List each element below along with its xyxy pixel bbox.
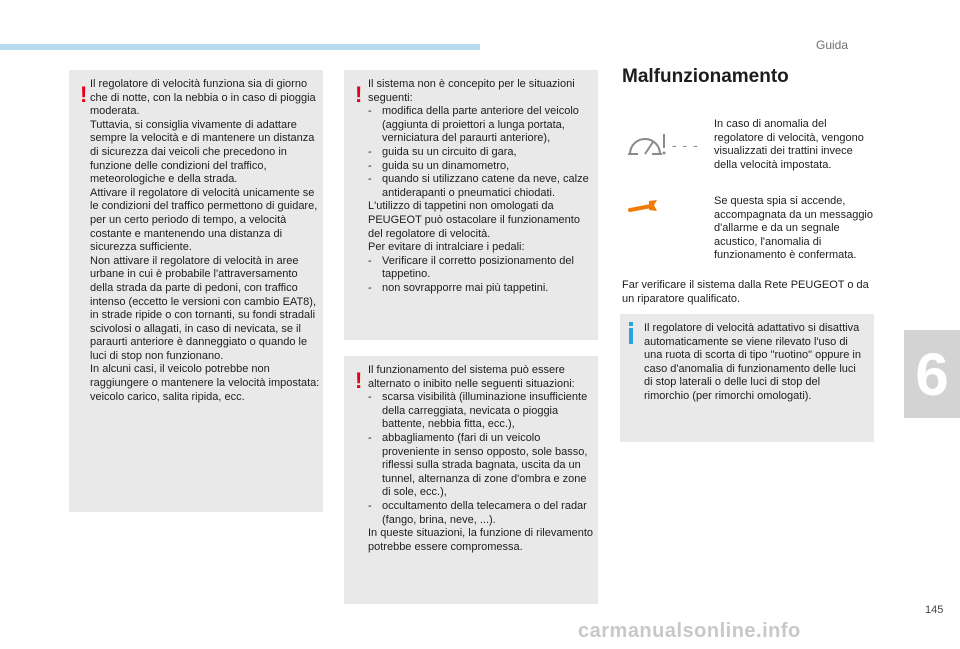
- warning-exclamation-icon: !: [355, 368, 363, 393]
- page-number: 145: [925, 604, 944, 616]
- list-item: - Verificare il corretto posizionamento del tappetino.: [368, 255, 596, 282]
- middle-warning-box-1: [344, 70, 598, 340]
- warning-exclamation-icon: !: [355, 82, 363, 107]
- situation-list: [368, 105, 596, 200]
- left-warning-text: Il regolatore di velocità funziona sia di giorno che di notte, con la nebbia o in caso di pioggia moderata. Tuttavia, si consiglia vivamente di adattare sempre la velocità e di mantenere un distanza di sicurezza dai veicoli che precedono in funzione delle condizioni del traffico, meteorologiche e della strada. Attivare il regolatore di velocità unicamente se le condizioni del traffico permettono di guidare, per un certo periodo di tempo, a velocità costante e mantenendo una distanza di sicurezza sufficiente. Non attivare il regolatore di velocità in aree urbane in cui è probabile l'attraversamento della strada da parte di pedoni, con traffico intenso (eccetto le versioni con cambio EAT8), in strade ripide o con tornanti, su fondi stradali scivolosi o allagati, in caso di nevicata, se il paraurti anteriore è danneggiato o quando le luci di stop non funzionano. In alcuni casi, il veicolo potrebbe non raggiungere o mantenere la velocità impostata: veicolo carico, salita ripida, ecc.: [90, 78, 320, 403]
- list-item: - occultamento della telecamera o del radar (fango, brina, neve, ...).: [368, 500, 598, 527]
- middle-warning-box-2: [344, 356, 598, 604]
- list-item: - guida su un circuito di gara,: [368, 146, 596, 160]
- warning-exclamation-icon: !: [80, 82, 88, 107]
- malfunction-text-2: Se questa spia si accende, accompagnata da un messaggio d'allarme e da un segnale acustico, l'anomalia di funzionamento è confermata.: [714, 195, 873, 262]
- list-item: - modifica della parte anteriore del veicolo (aggiunta di proiettori a lunga portata, verniciatura del paraurti anteriore),: [368, 105, 596, 146]
- warning-intro: Il sistema non è concepito per le situazioni seguenti:: [368, 78, 575, 104]
- info-icon: [629, 322, 633, 344]
- list-item: - scarsa visibilità (illuminazione insufficiente della carreggiata, nevicata o pioggia battente, nebbia fitta, ecc.),: [368, 391, 598, 432]
- floor-mat-list: [368, 255, 596, 296]
- list-item: - guida su un dinamometro,: [368, 160, 596, 174]
- list-item: - non sovrapporre mai più tappetini.: [368, 282, 596, 296]
- floor-mat-text: L'utilizzo di tappetini non omologati da PEUGEOT può ostacolare il funzionamento del regolatore di velocità. Per evitare di intralciare i pedali:: [368, 200, 580, 254]
- speedometer-warning-icon: [626, 128, 706, 162]
- top-accent-bar: [0, 44, 480, 50]
- chapter-number: 6: [915, 341, 949, 408]
- warning-outro: In queste situazioni, la funzione di rilevamento potrebbe essere compromessa.: [368, 527, 594, 553]
- conditions-list: [368, 391, 598, 527]
- section-title: Guida: [816, 38, 849, 52]
- malfunction-heading: Malfunzionamento: [622, 66, 789, 87]
- warning-intro: Il funzionamento del sistema può essere alternato o inibito nelle seguenti situazioni:: [368, 364, 575, 390]
- malfunction-text-3: Far verificare il sistema dalla Rete PEUGEOT o da un riparatore qualificato.: [622, 279, 869, 305]
- list-item: - quando si utilizzano catene da neve, calze antiderapanti o pneumatici chiodati.: [368, 173, 596, 200]
- list-item: - abbagliamento (fari di un veicolo proveniente in senso opposto, sole basso, riflessi sulla strada bagnata, uscita da un tunnel, alternanza di zone d'ombra e zone di sole, ecc.),: [368, 432, 598, 500]
- info-text: Il regolatore di velocità adattativo si disattiva automaticamente se viene rilevato l'uso di una ruota di scorta di tipo "ruotino" oppure in caso d'anomalia di funzionamento delle luci di stop laterali o delle luci di stop del rimorchio (per rimorchi omologati).: [644, 322, 861, 402]
- watermark: carmanualsonline.info: [578, 620, 801, 642]
- info-box: [620, 314, 874, 442]
- left-warning-box: [69, 70, 323, 512]
- chapter-tab: [904, 330, 960, 418]
- speed-dashes: - - -: [672, 137, 699, 153]
- wrench-icon: [627, 196, 659, 218]
- malfunction-text-1: In caso di anomalia del regolatore di velocità, vengono visualizzati dei trattini invece della velocità impostata.: [714, 118, 864, 171]
